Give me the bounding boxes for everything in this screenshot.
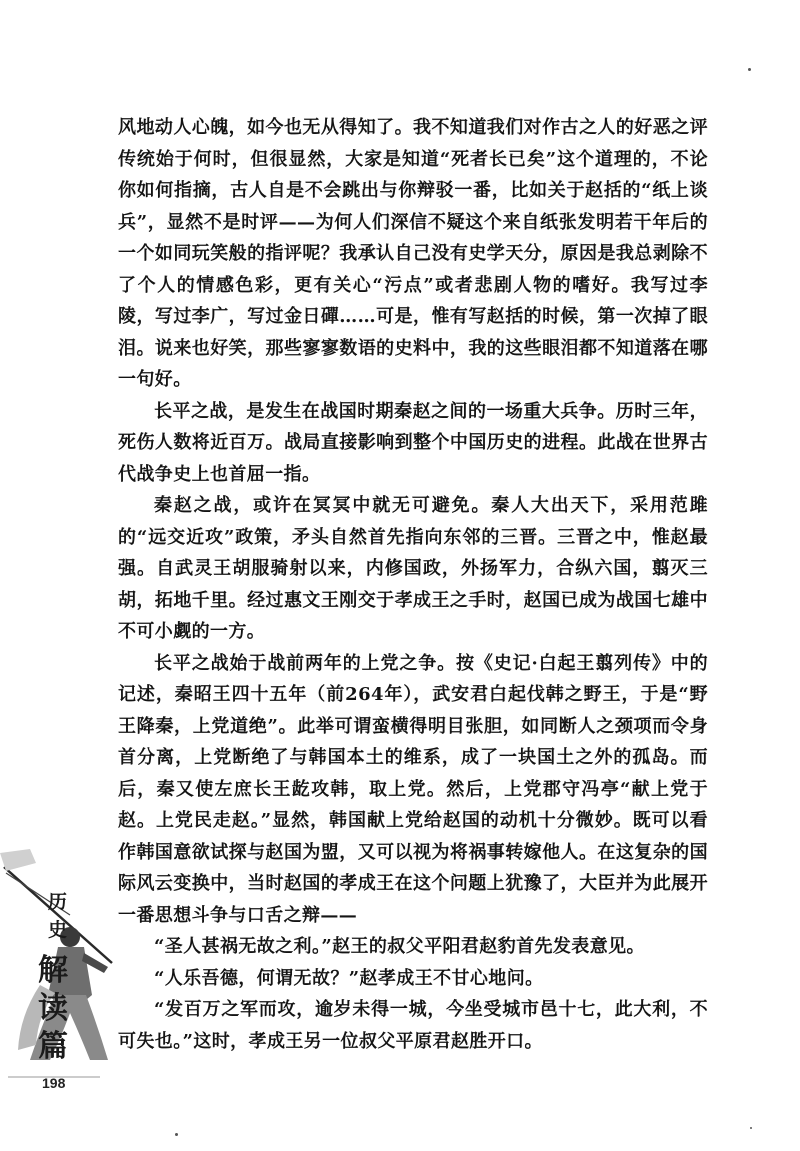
- page-number: 198: [42, 1075, 66, 1091]
- sidebar-char: 解: [38, 953, 68, 988]
- paragraph: “发百万之军而攻，逾岁未得一城，今坐受城市邑十七，此大利，不可失也。”这时，孝成王另一位叔父平原君赵胜开口。: [118, 999, 708, 1052]
- scan-speck: [750, 1127, 752, 1129]
- paragraph: 风地动人心魄，如今也无从得知了。我不知道我们对作古之人的好恶之评传统始于何时，但很显然，大家是知道“死者长已矣”这个道理的，不论你如何指摘，古人自是不会跳出与你辩驳一番，比如关于赵括的“纸上谈兵”，显然不是时评——为何人们深信不疑这个来自纸张发明若干年后的一个如同玩笑般的指评呢？我承认自己没有史学天分，原因是我总剥除不了个人的情感色彩，更有关心“污点”或者悲剧人物的嗜好。我写过李陵，写过李广，写过金日磾……可是，惟有写赵括的时候，第一次掉了眼泪。说来也好笑，那些寥寥数语的史料中，我的这些眼泪都不知道落在哪一句好。: [118, 117, 708, 390]
- paragraph: 长平之战始于战前两年的上党之争。按《史记·白起王翦列传》中的记述，秦昭王四十五年（前264年），武安君白起伐韩之野王，于是“野王降秦，上党道绝”。此举可谓蛮横得明目张胆，如同断人之颈项而令身首分离，上党断绝了与韩国本土的维系，成了一块国土之外的孤岛。而后，秦又使左庶长王龁攻韩，取上党。然后，上党郡守冯亭“献上党于赵。上党民走赵。”显然，韩国献上党给赵国的动机十分微妙。既可以看作韩国意欲试探与赵国为盟，又可以视为将祸事转嫁他人。在这复杂的国际风云变换中，当时赵国的孝成王在这个问题上犹豫了，大臣并为此展开一番思想斗争与口舌之辩——: [118, 652, 708, 926]
- scan-speck: [748, 68, 751, 71]
- scan-speck: [175, 1133, 178, 1136]
- paragraph: 秦赵之战，或许在冥冥中就无可避免。秦人大出天下，采用范雎的“远交近攻”政策，矛头自然首先指向东邻的三晋。三晋之中，惟赵最强。自武灵王胡服骑射以来，内修国政，外扬军力，合纵六国，翦灭三胡，拓地千里。经过惠文王刚交于孝成王之手时，赵国已成为战国七雄中不可小觑的一方。: [118, 495, 708, 642]
- sidebar-char: 历: [48, 891, 68, 913]
- body-text: [118, 112, 708, 1057]
- paragraph: “人乐吾德，何谓无故？”赵孝成王不甘心地问。: [154, 967, 544, 989]
- sidebar-char: 读: [38, 991, 68, 1026]
- sidebar-char: 篇: [38, 1029, 68, 1064]
- paragraph: 长平之战，是发生在战国时期秦赵之间的一场重大兵争。历时三年，死伤人数将近百万。战局直接影响到整个中国历史的进程。此战在世界古代战争史上也首屈一指。: [118, 400, 708, 485]
- paragraph: “圣人甚祸无故之利。”赵王的叔父平阳君赵豹首先发表意见。: [154, 936, 645, 957]
- section-sidebar-illustration: [0, 845, 115, 1090]
- sidebar-char: 史: [48, 919, 68, 941]
